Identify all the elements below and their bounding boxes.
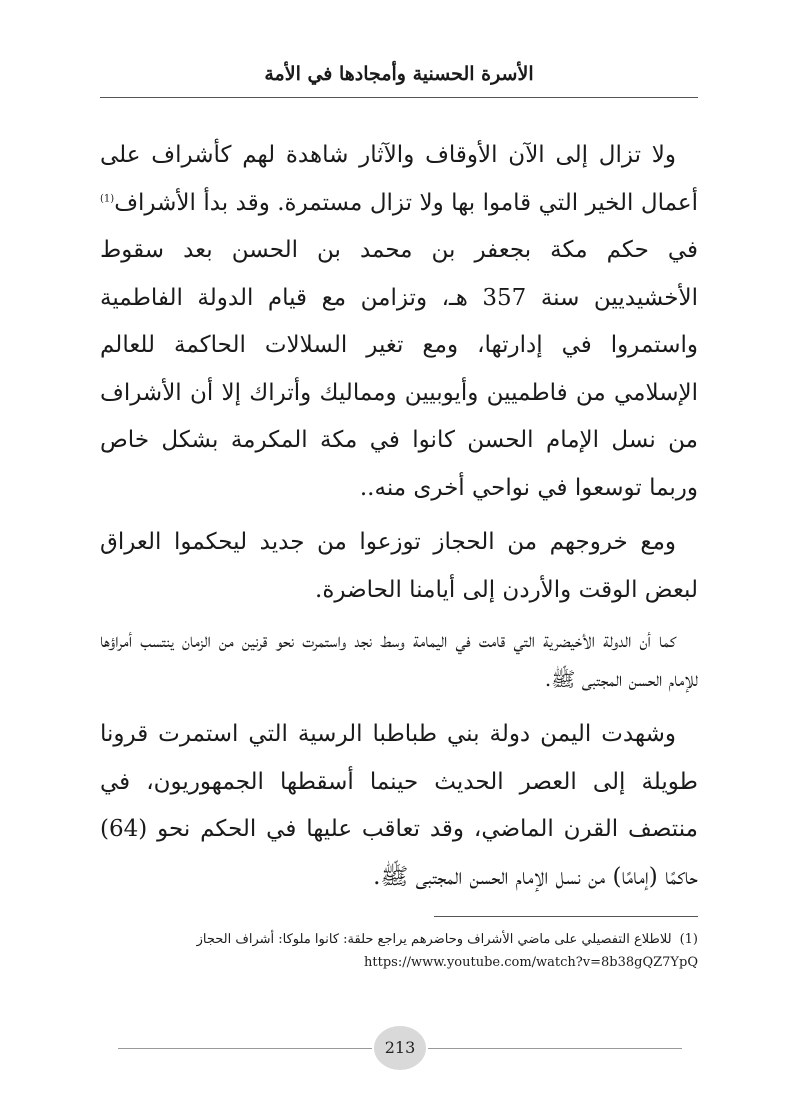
header-divider	[100, 97, 698, 98]
paragraph-1	[100, 132, 698, 512]
footnote-marker: (1)	[679, 932, 698, 947]
footnote-text: للاطلاع التفصيلي على ماضي الأشراف وحاضرهم يراجع حلقة: كانوا ملوكا: أشراف الحجاز	[196, 932, 672, 947]
paragraph-1-end: في حكم مكة بجعفر بن محمد بن الحسن بعد سقوط الأخشيديين سنة 357 هـ، وتزامن مع قيام الدولة الفاطمية واستمروا في إدارتها، ومع تغير السلالات الحاكمة للعالم الإسلامي من فاطميين وأيوبيين ومماليك وأتراك إلا أن الأشراف من نسل الإمام الحسن كانوا في مكة المكرمة بشكل خاص وربما توسعوا في نواحي أخرى منه..	[100, 237, 698, 501]
footnote-reference[interactable]: (1)	[100, 192, 115, 204]
footnote	[100, 928, 698, 974]
paragraph-3: كما أن الدولة الأخيضرية التي قامت في اليمامة وسط نجد واستمرت نحو قرنين من الزمان ينتسب أمراؤها للإمام الحسن المجتبى ﷺ.	[100, 628, 698, 691]
paragraph-4: وشهدت اليمن دولة بني طباطبا الرسية التي استمرت قرونا طويلة إلى العصر الحديث حينما أسقطها الجمهوريون، في منتصف القرن الماضي، وقد تعاقب عليها في الحكم نحو (64) حاكمًا (إمامًا) من نسل الإمام الحسن المجتبى ﷺ.	[100, 721, 698, 890]
page-number-rule-right	[428, 1048, 682, 1049]
page-number-rule-left	[118, 1048, 372, 1049]
main-text	[100, 132, 698, 908]
paragraph-2: ومع خروجهم من الحجاز توزعوا من جديد ليحكموا العراق لبعض الوقت والأردن إلى أيامنا الحاضرة.	[100, 529, 698, 603]
running-header: الأسرة الحسنية وأمجادها في الأمة	[264, 63, 534, 85]
footnote-url[interactable]: https://www.youtube.com/watch?v=8b38gQZ7YpQ	[364, 955, 698, 970]
paragraph-1-start: ولا تزال إلى الآن الأوقاف والآثار شاهدة لهم كأشراف على أعمال الخير التي قاموا بها ولا تزال مستمرة. وقد بدأ الأشراف	[100, 142, 698, 216]
footnote-divider	[434, 916, 698, 917]
page-number: 213	[374, 1026, 426, 1070]
